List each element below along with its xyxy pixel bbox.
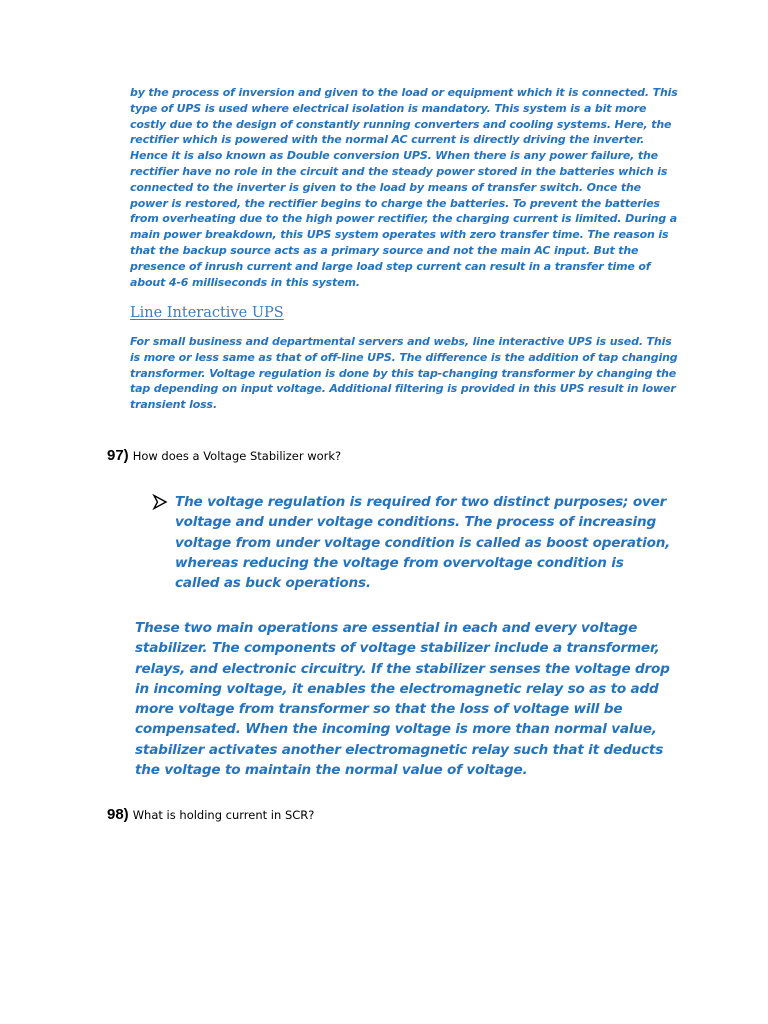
double-conversion-paragraph: by the process of inversion and given to the load or equipment which it is connected. This type of UPS is used where electrical isolation is mandatory. This system is a bit more costly due to the design of constantly running converters and cooling systems. Here, the rectifier which is powered with the normal AC current is directly driving the inverter. Hence it is also known as Double conversion UPS. When there is any power failure, the rectifier have no role in the circuit and the steady power stored in the batteries which is connected to the inverter is given to the load by means of transfer switch. Once the power is restored, the rectifier begins to charge the batteries. To prevent the batteries from overheating due to the high power rectifier, the charging current is limited. During a main power breakdown, this UPS system operates with zero transfer time. The reason is that the backup source acts as a primary source and not the main AC input. But the presence of inrush current and large load step current can result in a transfer time of about 4-6 milliseconds in this system. [130,86,678,289]
voltage-regulation-bullet-text: The voltage regulation is required for two distinct purposes; over voltage and under voltage conditions. The process of increasing voltage from under voltage condition is called as boost operation, whereas reducing the voltage from overvoltage condition is called as buck operations. [175,494,671,592]
question-98-text: What is holding current in SCR? [132,808,315,822]
question-97 [107,447,341,465]
question-97-text: How does a Voltage Stabilizer work? [132,449,342,463]
line-interactive-paragraph: For small business and departmental servers and webs, line interactive UPS is used. This is more or less same as that of off-line UPS. The difference is the addition of tap changing transformer. Voltage regulation is done by this tap-changing transformer by changing the tap depending on input voltage. Additional filtering is provided in this UPS result in lower transient loss. [130,335,678,412]
arrowhead-bullet-icon [152,494,168,510]
voltage-stabilizer-answer: These two main operations are essential in each and every voltage stabilizer. The components of voltage stabilizer include a transformer, relays, and electronic circuitry. If the stabilizer senses the voltage drop in incoming voltage, it enables the electromagnetic relay so as to add more voltage from transformer so that the loss of voltage will be compensated. When the incoming voltage is more than normal value, stabilizer activates another electromagnetic relay such that it deducts the voltage to maintain the normal value of voltage. [135,620,670,779]
line-interactive-ups-heading: Line Interactive UPS [130,305,284,321]
question-98-number: 98) [107,806,129,823]
question-98 [107,806,314,824]
question-97-number: 97) [107,447,129,464]
